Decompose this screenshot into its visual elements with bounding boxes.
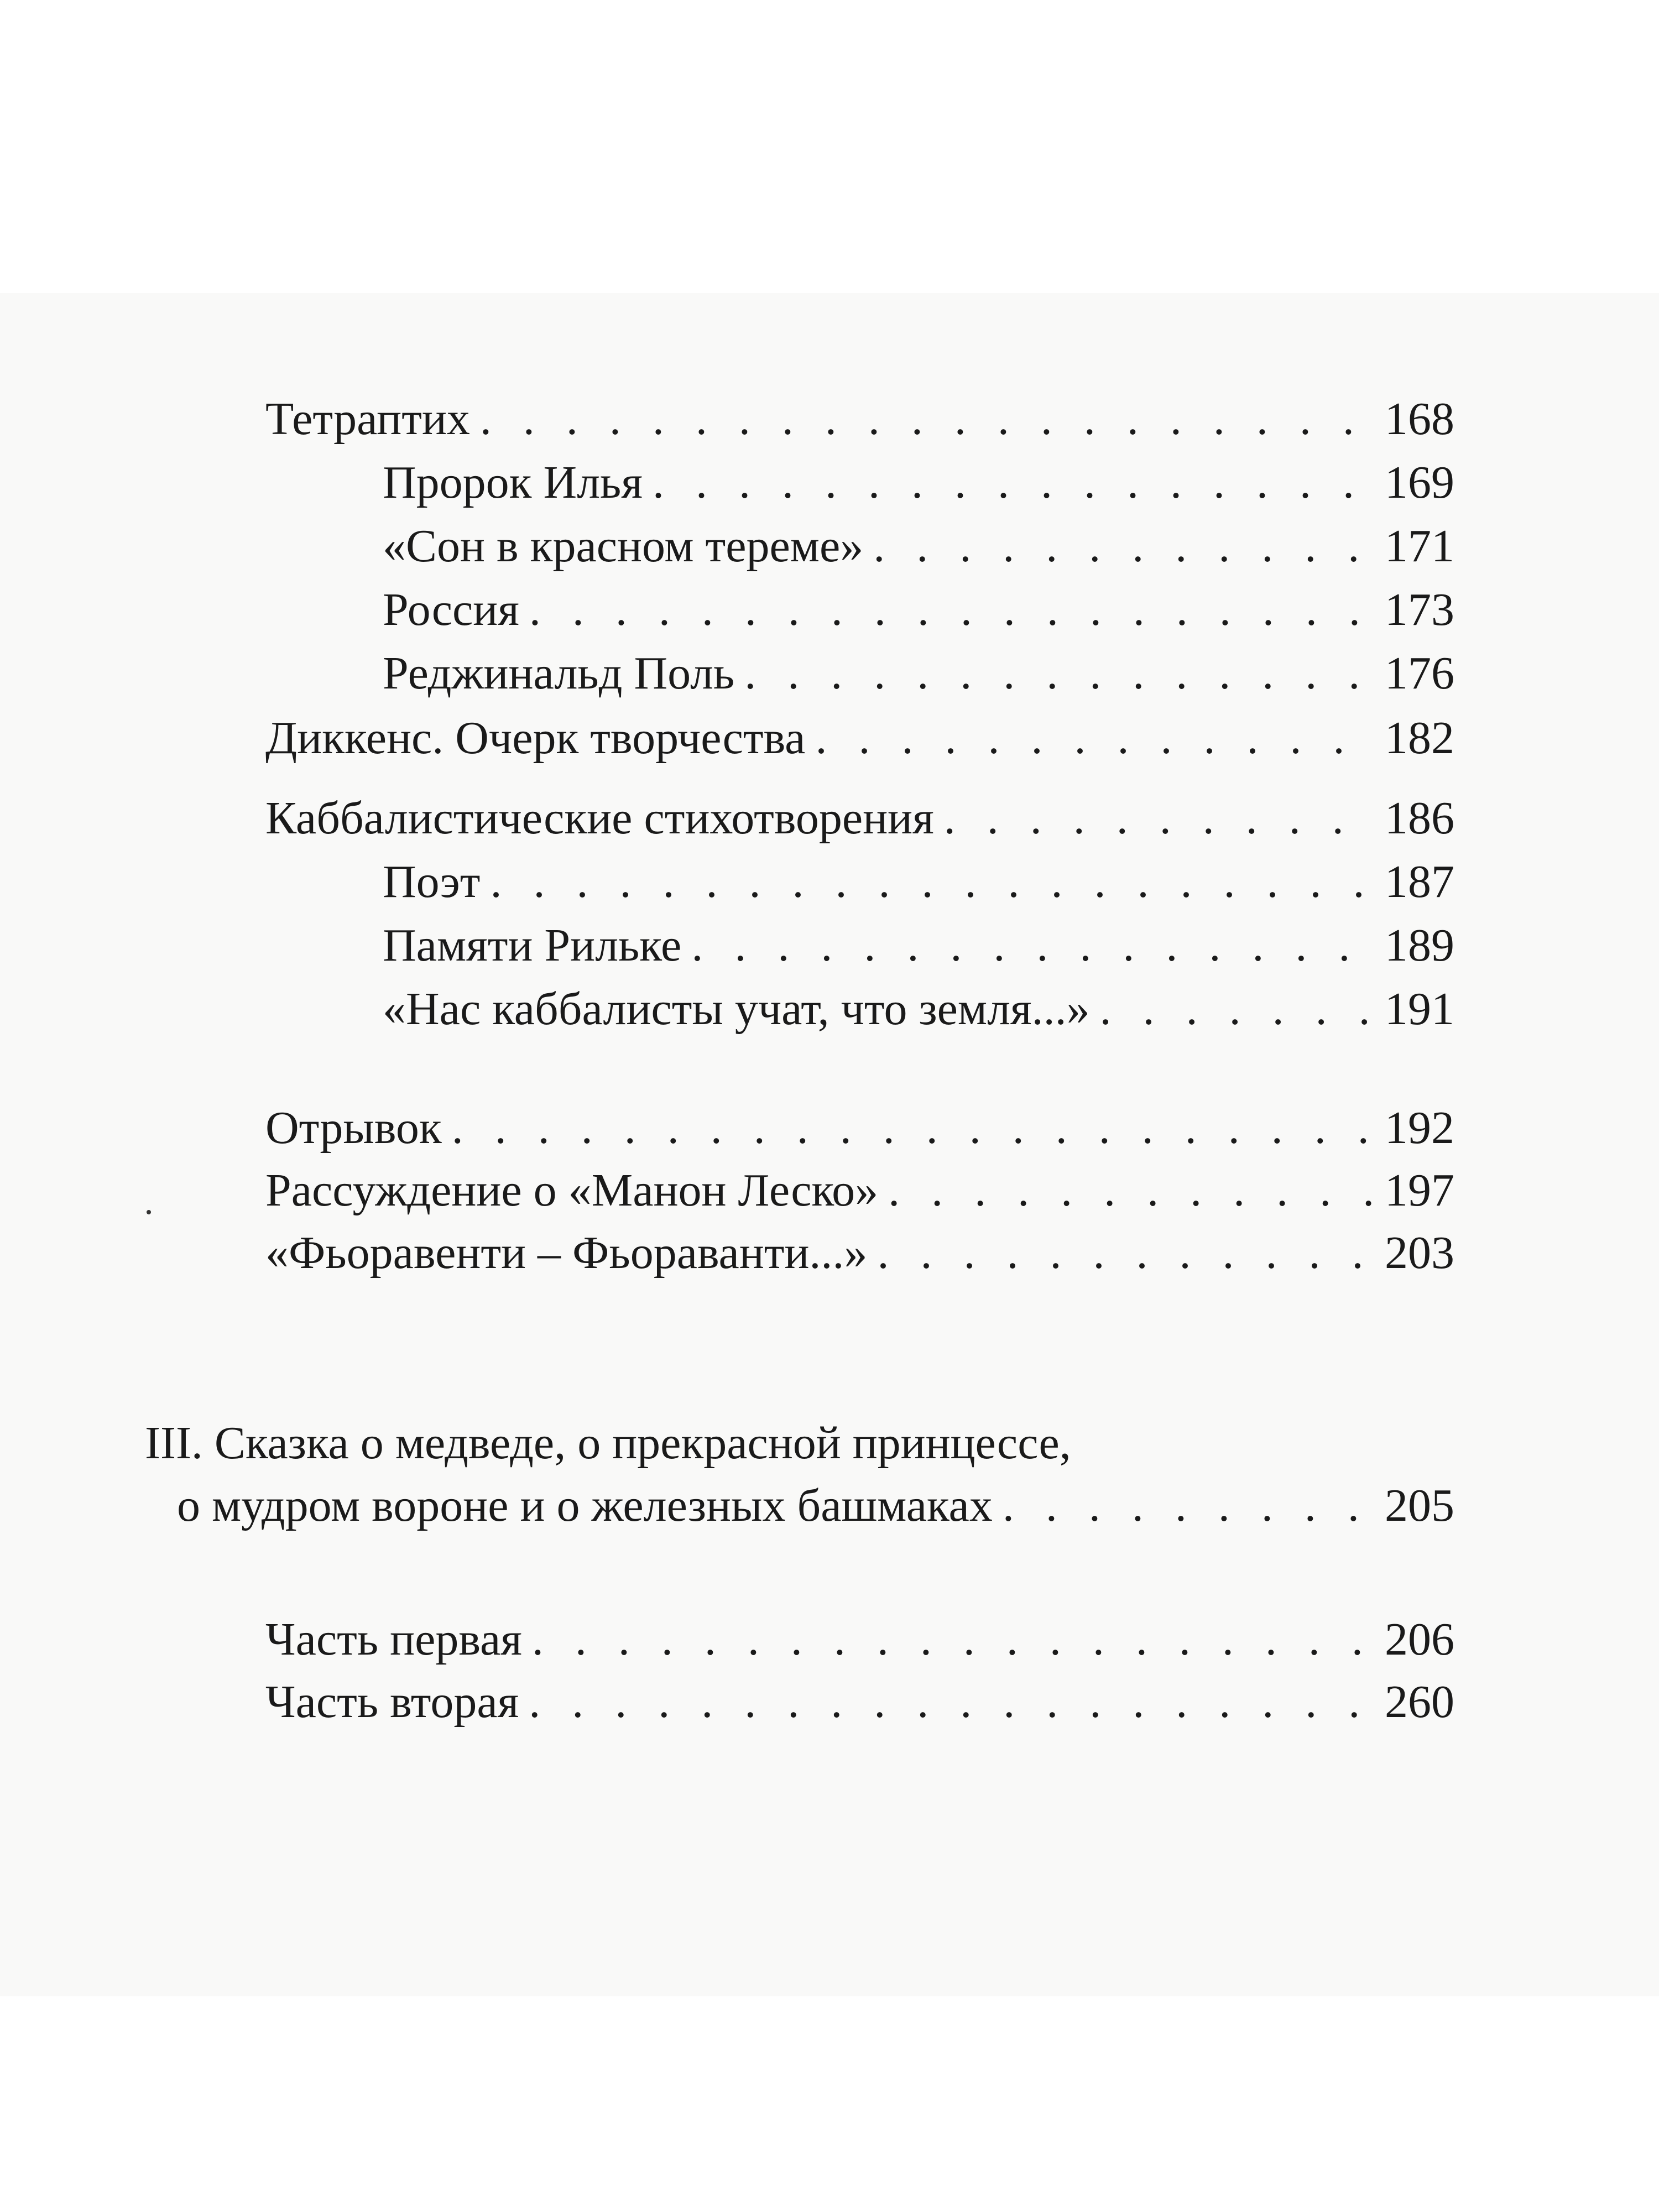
toc-entry-label: Пророк Илья — [383, 457, 643, 508]
toc-entry-label: Реджинальд Поль — [383, 648, 735, 699]
toc-entry — [265, 1100, 1454, 1156]
toc-entry — [265, 1674, 1454, 1730]
toc-leader-dots — [532, 1612, 1373, 1667]
toc-leader-dots — [1003, 1478, 1373, 1533]
toc-entry-label: Памяти Рильке — [383, 920, 682, 971]
toc-leader-dots — [944, 791, 1373, 846]
toc-entry — [265, 791, 1454, 846]
toc-entry-label: Часть первая — [265, 1614, 522, 1665]
toc-entry-page: 192 — [1385, 1102, 1454, 1154]
toc-entry-page: 168 — [1385, 393, 1454, 445]
toc-entry-page: 203 — [1385, 1227, 1454, 1279]
toc-entry-page: 205 — [1385, 1480, 1454, 1531]
toc-entry-page: 206 — [1385, 1614, 1454, 1665]
toc-entry-page: 169 — [1385, 457, 1454, 508]
book-page — [0, 293, 1659, 1996]
toc-entry-label: Часть вторая — [265, 1676, 519, 1728]
toc-leader-dots — [490, 854, 1373, 910]
toc-entry-label: Каббалистические стихотворения — [265, 792, 934, 844]
toc-entry — [383, 646, 1454, 701]
toc-entry-label: Тетраптих — [265, 393, 470, 445]
section-heading-entry — [177, 1478, 1454, 1533]
toc-entry-page: 171 — [1385, 520, 1454, 572]
toc-entry-page: 173 — [1385, 584, 1454, 635]
section-heading-line-1: III. Сказка о медведе, о прекрасной принцессе, — [145, 1417, 1071, 1469]
toc-entry-page: 186 — [1385, 792, 1454, 844]
toc-entry-label: Поэт — [383, 856, 481, 907]
section-heading-line-2: о мудром вороне и о железных башмаках — [177, 1480, 993, 1531]
toc-entry — [265, 392, 1454, 447]
toc-entry-page: 176 — [1385, 648, 1454, 699]
toc-entry-label: Отрывок — [265, 1102, 442, 1154]
toc-leader-dots — [877, 1225, 1373, 1281]
paper-speck — [147, 1210, 151, 1214]
toc-entry — [383, 582, 1454, 638]
toc-leader-dots — [653, 455, 1373, 510]
toc-entry-page: 187 — [1385, 856, 1454, 907]
toc-entry-label: «Фьоравенти – Фьораванти...» — [265, 1227, 868, 1279]
toc-entry — [265, 1225, 1454, 1281]
toc-leader-dots — [744, 646, 1373, 701]
toc-leader-dots — [888, 1163, 1373, 1218]
toc-leader-dots — [480, 392, 1373, 447]
toc-entry — [383, 455, 1454, 510]
toc-leader-dots — [691, 918, 1373, 973]
toc-leader-dots — [452, 1100, 1373, 1156]
toc-entry — [383, 854, 1454, 910]
toc-entry-label: Рассуждение о «Манон Леско» — [265, 1165, 879, 1216]
toc-entry-page: 191 — [1385, 983, 1454, 1035]
toc-leader-dots — [815, 711, 1373, 766]
toc-entry-page: 197 — [1385, 1165, 1454, 1216]
toc-entry — [265, 711, 1454, 766]
toc-entry — [265, 1612, 1454, 1667]
toc-entry-label: «Сон в красном тереме» — [383, 520, 864, 572]
toc-entry — [383, 519, 1454, 574]
toc-entry-label: Диккенс. Очерк творчества — [265, 712, 806, 764]
toc-entry-page: 260 — [1385, 1676, 1454, 1728]
toc-entry-page: 189 — [1385, 920, 1454, 971]
toc-leader-dots — [1100, 982, 1373, 1037]
toc-entry-label: «Нас каббалисты учат, что земля...» — [383, 983, 1090, 1035]
toc-entry — [265, 1163, 1454, 1218]
toc-entry-page: 182 — [1385, 712, 1454, 764]
toc-leader-dots — [873, 519, 1373, 574]
toc-entry — [383, 982, 1454, 1037]
toc-leader-dots — [529, 582, 1373, 638]
toc-entry-label: Россия — [383, 584, 519, 635]
toc-leader-dots — [529, 1674, 1373, 1730]
toc-entry — [383, 918, 1454, 973]
